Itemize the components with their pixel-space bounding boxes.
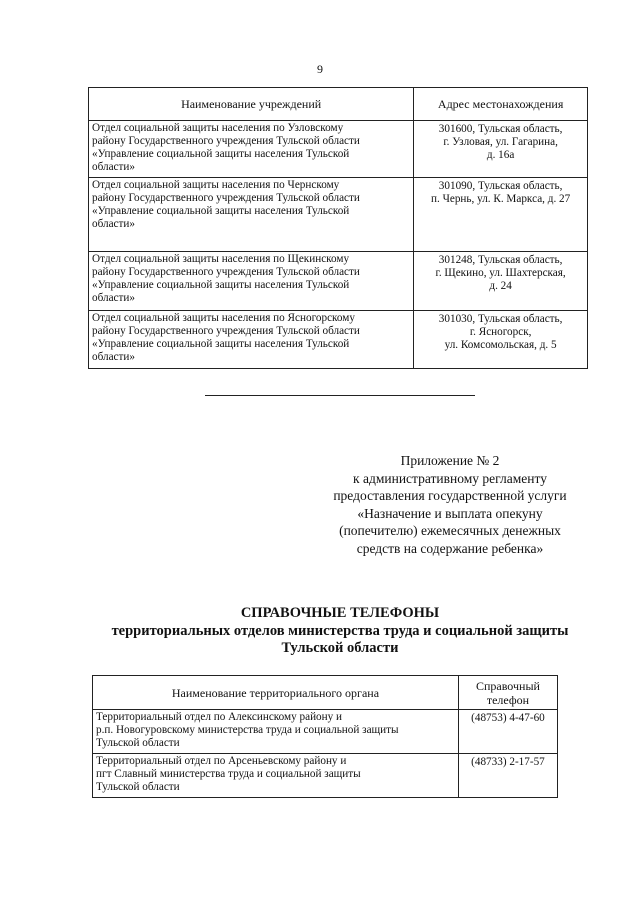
organ-name-cell	[93, 754, 459, 798]
institution-name-line: области»	[92, 351, 135, 363]
address-line: 301090, Тульская область,	[438, 180, 563, 192]
address-line: 301030, Тульская область,	[438, 313, 563, 325]
organ-name-line: пгт Славный министерства труда и социальной защиты	[96, 768, 361, 780]
institutions-table	[88, 87, 588, 369]
institution-name-line: «Управление социальной защиты населения Тульской	[92, 279, 350, 291]
institution-name-cell	[89, 178, 414, 252]
address-line: д. 24	[489, 280, 512, 292]
address-line: г. Ясногорск,	[469, 326, 532, 338]
phone-header-line: Справочный	[475, 678, 540, 693]
section-divider	[205, 395, 475, 396]
appendix-line: к административному регламенту	[353, 470, 547, 486]
appendix-heading	[310, 452, 590, 557]
phones-header-row	[93, 676, 558, 710]
address-line: ул. Комсомольская, д. 5	[444, 339, 557, 351]
table-row	[89, 311, 588, 369]
institution-address-cell	[414, 178, 588, 252]
table-row	[93, 710, 558, 754]
appendix-line: Приложение № 2	[400, 453, 500, 468]
institution-name-cell	[89, 121, 414, 178]
reference-title-line: СПРАВОЧНЫЕ ТЕЛЕФОНЫ	[240, 605, 440, 621]
phone-number-cell: (48753) 4-47-60	[458, 710, 557, 754]
appendix-line: «Назначение и выплата опекуну	[357, 505, 543, 521]
reference-title-line: Тульской области	[281, 640, 399, 656]
phone-header-line: телефон	[486, 692, 530, 707]
institution-name-line: Отдел социальной защиты населения по Узловскому	[92, 122, 344, 134]
reference-title-line: территориальных отделов министерства труда и социальной защиты	[111, 622, 569, 639]
institution-name-line: области»	[92, 218, 135, 230]
institutions-header-row	[89, 88, 588, 121]
address-line: г. Щекино, ул. Шахтерская,	[435, 267, 566, 279]
address-line: д. 16а	[486, 149, 515, 161]
institution-address-cell	[414, 121, 588, 178]
phone-header	[458, 676, 557, 710]
institution-name-cell	[89, 252, 414, 311]
institution-name-line: району Государственного учреждения Тульской области	[92, 192, 360, 204]
institution-name-line: району Государственного учреждения Тульской области	[92, 325, 360, 337]
appendix-line: средств на содержание ребенка»	[356, 540, 544, 556]
institution-name-cell	[89, 311, 414, 369]
appendix-line: (попечителю) ежемесячных денежных	[339, 523, 561, 538]
institution-name-line: Отдел социальной защиты населения по Ясногорскому	[92, 312, 355, 324]
institution-name-line: району Государственного учреждения Тульской области	[92, 266, 360, 278]
institution-name-line: Отдел социальной защиты населения по Чернскому	[92, 179, 340, 191]
organ-name-cell	[93, 710, 459, 754]
institution-name-line: области»	[92, 292, 135, 304]
phone-number-cell: (48733) 2-17-57	[458, 754, 557, 798]
institution-name-line: Отдел социальной защиты населения по Щекинскому	[92, 253, 350, 265]
reference-phones-title	[40, 605, 640, 658]
page-number: 9	[317, 62, 323, 76]
institution-address-cell	[414, 252, 588, 311]
institution-name-line: «Управление социальной защиты населения Тульской	[92, 148, 350, 160]
table-row	[89, 178, 588, 252]
institution-name-line: области»	[92, 161, 135, 173]
organ-name-line: р.п. Новогуровскому министерства труда и социальной защиты	[96, 724, 399, 736]
organ-name-line: Территориальный отдел по Арсеньевскому району и	[96, 755, 347, 767]
organ-name-line: Тульской области	[96, 737, 180, 749]
organ-name-line: Территориальный отдел по Алексинскому району и	[96, 711, 343, 723]
address-line: 301248, Тульская область,	[438, 254, 563, 266]
institution-name-header: Наименование учреждений	[89, 88, 414, 121]
table-row	[89, 121, 588, 178]
organ-name-line: Тульской области	[96, 781, 180, 793]
address-line: г. Узловая, ул. Гагарина,	[443, 136, 558, 148]
institution-name-line: «Управление социальной защиты населения Тульской	[92, 338, 350, 350]
table-row	[93, 754, 558, 798]
institution-name-line: «Управление социальной защиты населения Тульской	[92, 205, 350, 217]
address-line: 301600, Тульская область,	[438, 123, 563, 135]
phones-table	[92, 675, 558, 798]
institution-address-header: Адрес местонахождения	[414, 88, 588, 121]
institution-name-line: району Государственного учреждения Тульской области	[92, 135, 360, 147]
organ-name-header: Наименование территориального органа	[93, 676, 459, 710]
address-line: п. Чернь, ул. К. Маркса, д. 27	[431, 193, 571, 205]
institution-address-cell	[414, 311, 588, 369]
table-row	[89, 252, 588, 311]
appendix-line: предоставления государственной услуги	[333, 488, 567, 503]
